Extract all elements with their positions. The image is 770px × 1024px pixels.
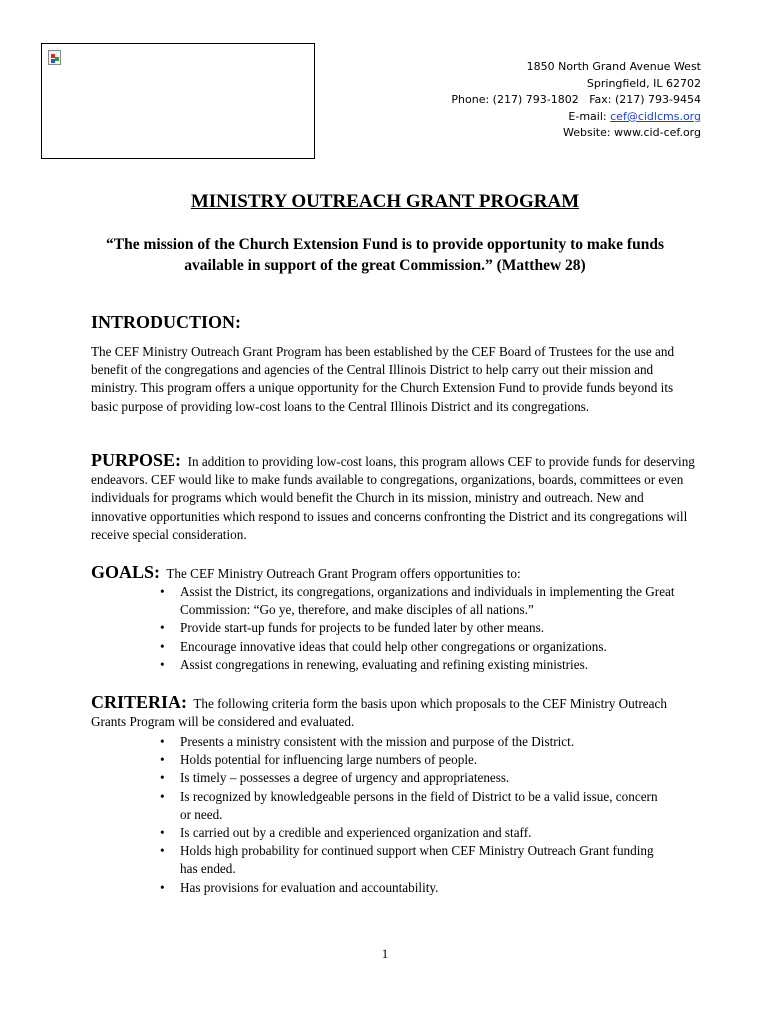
criteria-intro: The following criteria form the basis upon which proposals to the CEF Ministry Outreach Grants Program will be considered and evaluated. bbox=[91, 696, 667, 730]
purpose-section bbox=[91, 451, 695, 544]
goals-list bbox=[160, 583, 700, 674]
criteria-list bbox=[160, 733, 670, 897]
criteria-section bbox=[91, 693, 695, 731]
list-item: • Has provisions for evaluation and accountability. bbox=[160, 879, 670, 897]
document-title: MINISTRY OUTREACH GRANT PROGRAM bbox=[190, 191, 580, 212]
bullet-icon: • bbox=[160, 788, 165, 804]
criteria-heading: CRITERIA: bbox=[91, 692, 188, 712]
introduction-text: The CEF Ministry Outreach Grant Program has been established by the CEF Board of Trustees for the use and benefit of the congregations and agencies of the Central Illinois District to help carry out their mission and ministry. This program offers a unique opportunity for the Church Extension Fund to provide funds beyond its basic purpose of providing low-cost loans to the Central Illinois District and its congregations. bbox=[91, 344, 675, 414]
bullet-icon: • bbox=[160, 843, 165, 859]
list-item: • Holds potential for influencing large numbers of people. bbox=[160, 751, 670, 769]
address-website: Website: www.cid-cef.org bbox=[562, 126, 701, 140]
address-city: Springfield, IL 62702 bbox=[586, 76, 701, 90]
email-label: E-mail: bbox=[568, 109, 611, 123]
goals-section bbox=[91, 563, 695, 583]
bullet-icon: • bbox=[160, 584, 165, 599]
list-item: • Encourage innovative ideas that could help other congregations or organizations. bbox=[160, 638, 700, 656]
purpose-heading: PURPOSE: bbox=[91, 450, 181, 470]
bullet-icon: • bbox=[160, 825, 165, 841]
bullet-icon: • bbox=[160, 734, 165, 749]
list-item: • Provide start-up funds for projects to be funded later by other means. bbox=[160, 619, 700, 637]
address-email-line bbox=[451, 109, 701, 126]
list-item: • Is recognized by knowledgeable persons in the field of District to be a valid issue, concern or need. bbox=[160, 788, 658, 822]
bullet-icon: • bbox=[160, 638, 165, 654]
introduction-heading: INTRODUCTION: bbox=[91, 312, 242, 332]
list-item: • Is carried out by a credible and experienced organization and staff. bbox=[160, 824, 670, 842]
list-item: • Holds high probability for continued support when CEF Ministry Outreach Grant funding has ended. bbox=[160, 843, 654, 877]
bullet-icon: • bbox=[160, 879, 165, 895]
bullet-icon: • bbox=[160, 770, 165, 786]
bullet-icon: • bbox=[160, 752, 165, 768]
list-item: • Assist the District, its congregations, organizations and individuals in implementing the Great Commission: “Go ye, therefore, and make disciples of all nations.” bbox=[160, 584, 675, 618]
list-item: • Presents a ministry consistent with the mission and purpose of the District. bbox=[160, 733, 670, 751]
purpose-text: In addition to providing low-cost loans, this program allows CEF to provide funds for deserving endeavors. CEF would like to make funds available to congregations, organizations, boards, committees or even individuals for programs which would benefit the Church in its mission, ministry and outreach. New and innovative opportunities which respond to issues and concerns confronting the District and its congregations will receive special consideration. bbox=[91, 454, 695, 542]
address-street: 1850 North Grand Avenue West bbox=[526, 60, 701, 73]
bullet-icon: • bbox=[160, 620, 165, 636]
logo-placeholder-box bbox=[41, 43, 315, 159]
mission-statement: “The mission of the Church Extension Fund is to provide opportunity to make funds available in support of the great Commission.” (Matthew 28) bbox=[106, 236, 664, 274]
broken-image-icon bbox=[48, 50, 61, 65]
contact-address-block bbox=[451, 59, 701, 142]
page-number: 1 bbox=[381, 946, 389, 961]
list-item: • Assist congregations in renewing, evaluating and refining existing ministries. bbox=[160, 656, 700, 674]
address-phone-fax: Phone: (217) 793-1802 Fax: (217) 793-9454 bbox=[451, 93, 701, 107]
goals-intro: The CEF Ministry Outreach Grant Program offers opportunities to: bbox=[166, 566, 521, 581]
goals-heading: GOALS: bbox=[91, 562, 161, 582]
bullet-icon: • bbox=[160, 656, 165, 672]
list-item: • Is timely – possesses a degree of urgency and appropriateness. bbox=[160, 769, 670, 787]
email-link[interactable]: cef@cidlcms.org bbox=[610, 109, 701, 123]
